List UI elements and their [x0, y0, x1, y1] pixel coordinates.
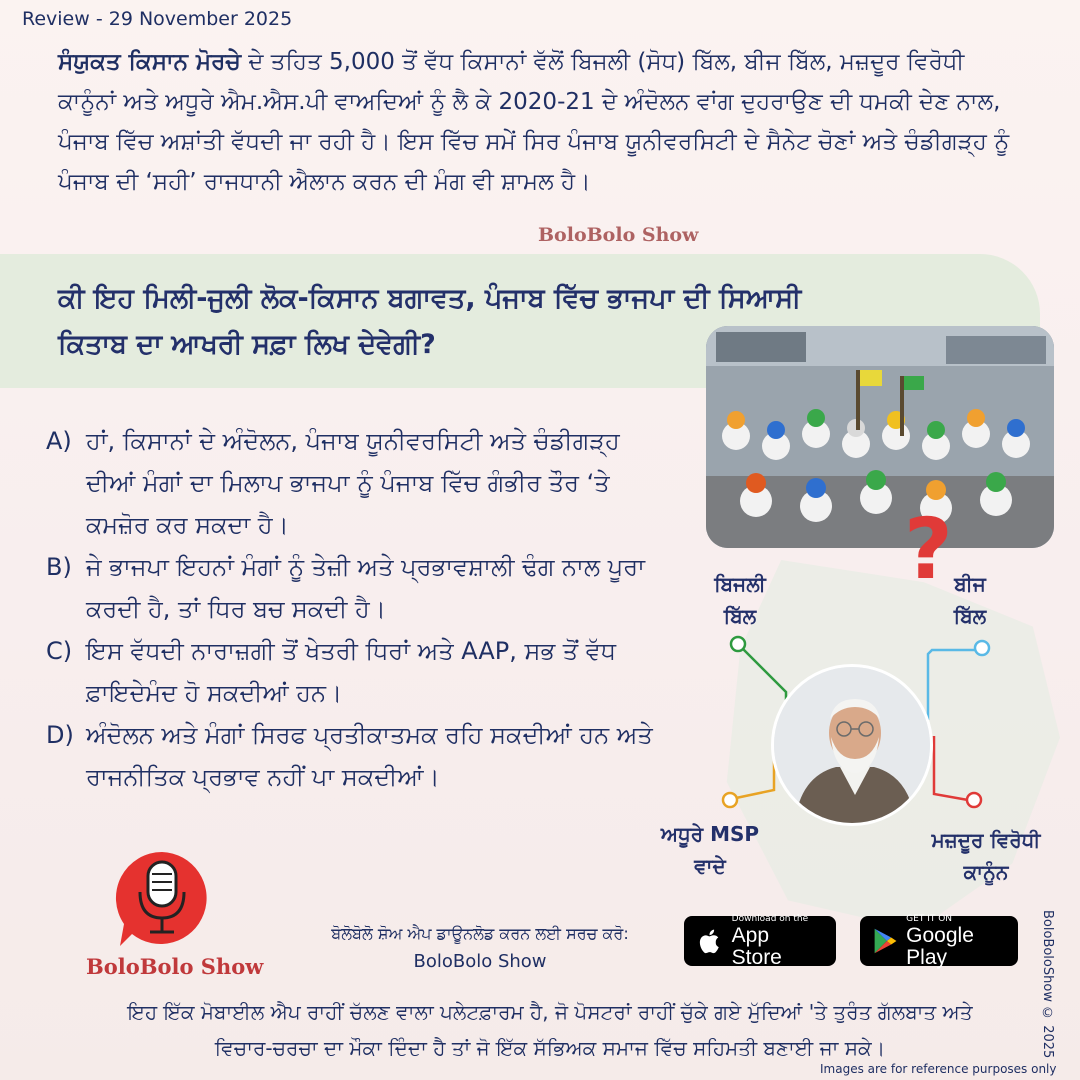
vertical-copyright: BoloBoloShow © 2025 [1040, 910, 1055, 1059]
label-line: ਕਾਨੂੰਨ [963, 860, 1009, 884]
apple-icon [696, 925, 724, 957]
question-mark-icon: ? [904, 500, 953, 598]
option-letter: B) [46, 553, 72, 581]
option-text: ਇਸ ਵੱਧਦੀ ਨਾਰਾਜ਼ਗੀ ਤੋਂ ਖੇਤਰੀ ਧਿਰਾਂ ਅਤੇ AAP, ਸਭ ਤੋਂ ਵੱਧ ਫ਼ਾਇਦੇਮੰਦ ਹੋ ਸਕਦੀਆਂ ਹਨ। [86, 637, 616, 707]
option-d[interactable] [46, 714, 676, 798]
option-letter: A) [46, 427, 72, 455]
download-brand: BoloBolo Show [413, 951, 547, 972]
label-line: ਬਿੱਲ [953, 604, 987, 628]
options-list [46, 420, 676, 798]
footer-line-2: ਵਿਚਾਰ-ਚਰਚਾ ਦਾ ਮੌਕਾ ਦਿੰਦਾ ਹੈ ਤਾਂ ਜੋ ਇੱਕ ਸੱਭਿਅਕ ਸਮਾਜ ਵਿੱਚ ਸਹਿਮਤੀ ਬਣਾਈ ਜਾ ਸਕੇ। [214, 1036, 886, 1060]
option-text: ਜੇ ਭਾਜਪਾ ਇਹਨਾਂ ਮੰਗਾਂ ਨੂੰ ਤੇਜ਼ੀ ਅਤੇ ਪ੍ਰਭਾਵਸ਼ਾਲੀ ਢੰਗ ਨਾਲ ਪੂਰਾ ਕਰਦੀ ਹੈ, ਤਾਂ ਧਿਰ ਬਚ ਸਕਦੀ ਹੈ। [86, 553, 645, 623]
node-bottom-left [723, 793, 737, 807]
intro-paragraph [58, 42, 1018, 202]
option-c[interactable] [46, 630, 676, 714]
option-b[interactable] [46, 546, 676, 630]
node-top-right [975, 641, 989, 655]
option-a[interactable] [46, 420, 676, 546]
google-play-small: GET IT ON [906, 913, 953, 924]
app-store-big: App Store [731, 923, 782, 969]
node-bottom-right [967, 793, 981, 807]
label-line: ਬਿੱਲ [723, 604, 757, 628]
download-text: ਬੋਲੋਬੋਲੋ ਸ਼ੋਅ ਐਪ ਡਾਊਨਲੋਡ ਕਰਨ ਲਈ ਸਰਚ ਕਰੋ: [331, 924, 629, 943]
portrait-illustration [774, 667, 933, 826]
app-store-badge[interactable] [684, 913, 836, 969]
google-play-icon [872, 925, 898, 957]
label-line: ਬੀਜ [954, 572, 986, 596]
footer-description [70, 994, 1030, 1066]
leader-portrait [771, 664, 933, 826]
connector-bottom-left [736, 750, 774, 798]
label-msp-promises [630, 818, 790, 882]
node-top-left [731, 637, 745, 651]
connector-bottom-right [934, 736, 968, 800]
intro-highlight: ਸੰਯੁਕਤ ਕਿਸਾਨ ਮੋਰਚੇ [58, 49, 241, 75]
option-text: ਅੰਦੋਲਨ ਅਤੇ ਮੰਗਾਂ ਸਿਰਫ ਪ੍ਰਤੀਕਾਤਮਕ ਰਹਿ ਸਕਦੀਆਂ ਹਨ ਅਤੇ ਰਾਜਨੀਤਿਕ ਪ੍ਰਭਾਵ ਨਹੀਂ ਪਾ ਸਕਦੀਆਂ। [86, 721, 653, 791]
label-line: ਅਧੂਰੇ MSP [660, 822, 760, 846]
question-title: ਕੀ ਇਹ ਮਿਲੀ-ਜੁਲੀ ਲੋਕ-ਕਿਸਾਨ ਬਗਾਵਤ, ਪੰਜਾਬ ਵਿੱਚ ਭਾਜਪਾ ਦੀ ਸਿਆਸੀ ਕਿਤਾਬ ਦਾ ਆਖਰੀ ਸਫ਼ਾ ਲਿਖ ਦੇਵੇਗੀ? [58, 283, 802, 360]
label-line: ਬਿਜਲੀ [714, 572, 766, 596]
google-play-badge[interactable] [860, 913, 1018, 969]
label-line: ਮਜ਼ਦੂਰ ਵਿਰੋਧੀ [931, 828, 1041, 852]
app-store-small: Download on the [731, 913, 809, 924]
intro-text: ਦੇ ਤਹਿਤ 5,000 ਤੋਂ ਵੱਧ ਕਿਸਾਨਾਂ ਵੱਲੋਂ ਬਿਜਲੀ (ਸੋਧ) ਬਿੱਲ, ਬੀਜ ਬਿੱਲ, ਮਜ਼ਦੂਰ ਵਿਰੋਧੀ ਕਾਨੂੰਨਾਂ ਅਤੇ ਅਧੂਰੇ ਐਮ.ਐਸ.ਪੀ ਵਾਅਦਿਆਂ ਨੂੰ ਲੈ ਕੇ 2020-21 ਦੇ ਅੰਦੋਲਨ ਵਾਂਗ ਦੁਹਰਾਉਣ ਦੀ ਧਮਕੀ ਦੇਣ ਨਾਲ, ਪੰਜਾਬ ਵਿੱਚ ਅਸ਼ਾਂਤੀ ਵੱਧਦੀ ਜਾ ਰਹੀ ਹੈ। ਇਸ ਵਿੱਚ ਸਮੇਂ ਸਿਰ ਪੰਜਾਬ ਯੂਨੀਵਰਸਿਟੀ ਦੇ ਸੈਨੇਟ ਚੋਣਾਂ ਅਤੇ ਚੰਡੀਗੜ੍ਹ ਨੂੰ ਪੰਜਾਬ ਦੀ ‘ਸਹੀ’ ਰਾਜਧਾਨੀ ਐਲਾਨ ਕਰਨ ਦੀ ਮੰਗ ਵੀ ਸ਼ਾਮਲ ਹੈ। [58, 49, 1010, 195]
watermark: BoloBolo Show [538, 224, 699, 246]
label-electricity-bill [680, 568, 800, 632]
download-prompt [300, 920, 660, 976]
podcast-microphone-icon [112, 848, 222, 948]
label-labour-laws [896, 824, 1076, 888]
option-letter: C) [46, 637, 73, 665]
option-text: ਹਾਂ, ਕਿਸਾਨਾਂ ਦੇ ਅੰਦੋਲਨ, ਪੰਜਾਬ ਯੂਨੀਵਰਸਿਟੀ ਅਤੇ ਚੰਡੀਗੜ੍ਹ ਦੀਆਂ ਮੰਗਾਂ ਦਾ ਮਿਲਾਪ ਭਾਜਪਾ ਨੂੰ ਪੰਜਾਬ ਵਿੱਚ ਗੰਭੀਰ ਤੌਰ ‘ਤੇ ਕਮਜ਼ੋਰ ਕਰ ਸਕਦਾ ਹੈ। [86, 427, 620, 539]
brand-logo-name: BoloBolo Show [86, 954, 264, 979]
option-letter: D) [46, 721, 74, 749]
protest-photo [706, 326, 1054, 548]
image-disclaimer: Images are for reference purposes only [820, 1062, 1057, 1076]
label-line: ਵਾਦੇ [694, 854, 726, 878]
protest-photo-illustration [706, 326, 1054, 548]
review-date: Review - 29 November 2025 [22, 8, 293, 30]
connector-top-right [928, 650, 976, 720]
google-play-big: Google Play [906, 923, 974, 969]
footer-line-1: ਇਹ ਇੱਕ ਮੋਬਾਈਲ ਐਪ ਰਾਹੀਂ ਚੱਲਣ ਵਾਲਾ ਪਲੇਟਫ਼ਾਰਮ ਹੈ, ਜੋ ਪੋਸਟਰਾਂ ਰਾਹੀਂ ਚੁੱਕੇ ਗਏ ਮੁੱਦਿਆਂ 'ਤੇ ਤੁਰੰਤ ਗੱਲਬਾਤ ਅਤੇ [127, 1000, 973, 1024]
